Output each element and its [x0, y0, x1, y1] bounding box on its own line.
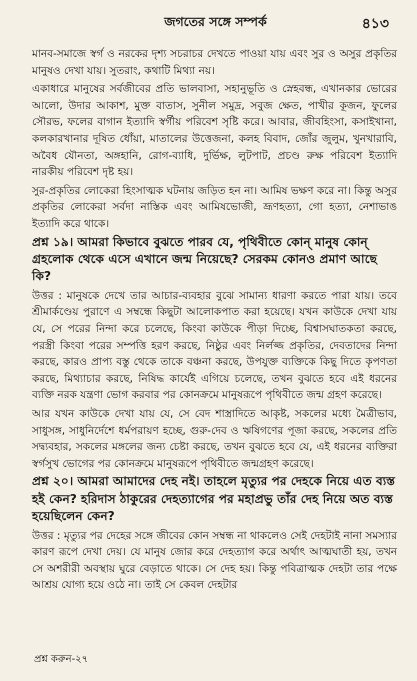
page-content: [32, 46, 397, 594]
answer-20-part-1: উত্তর : মৃত্যুর পর দেহের সঙ্গে জীবের কোন সম্বন্ধ না থাকলেও সেই দেহটাই নানা সমস্যার কারণ রূপে দেখা দেয়। যে মানুষ জোর করে দেহত্যাগ করে অর্থাৎ আত্মঘাতী হয়, তখন সে অশরীরী অবস্থায় ঘুরে বেড়াতে থাকে। সে দেহ হয়। কিন্তু পবিত্রাত্মক দেহটা তার পক্ষে আশ্রয় যোগ্য হয়ে ওঠে না। তাই সে কেবল দেহটার: [32, 529, 397, 592]
page-number: ৪১৩: [361, 16, 389, 32]
question-20: প্রশ্ন ২০। আমরা আমাদের দেহ নই। তাহলে মৃত্যুর পর দেহকে নিয়ে এত ব্যস্ত হই কেন? হরিদাস ঠাকুরের দেহত্যাগের পর মহাপ্রভু তাঁর দেহ নিয়ে অত ব্যস্ত হয়েছিলেন কেন?: [32, 474, 396, 524]
page-footer: প্রশ্ন করুন-২৭: [34, 654, 89, 665]
answer-19-part-2: আর যখন কাউকে দেখা যায় যে, সে বেদ শাস্ত্রাদিতে আকৃষ্ট, সকলের মধ্যে মৈত্রীভাব, সাধুসঙ্গ, সাধুনির্দেশে ধর্মপরায়ণ হচ্ছে, গুরু-দেব ও ঋষিগণের পূজা করছে, সকলের প্রতি সদ্ব্যবহার, সকলের মঙ্গলের জন্য চেষ্টা করছে, তখন বুঝতে হবে যে, এই ধরনের ব্যক্তিরা স্বর্গসুখ ভোগের পর কোনক্রমে মানুষরূপে পৃথিবীতে জন্মগ্রহণ করেছে।: [32, 407, 397, 470]
paragraph-intro: মানব-সমাজে স্বর্গ ও নরকের দৃশ্য সচরাচর দেখতে পাওয়া যায় এবং সুর ও অসুর প্রকৃতির মানুষও দেখা যায়। সুতরাং, কথাটি মিথ্যা নয়।: [32, 48, 397, 77]
answer-19-part-1: উত্তর : মানুষকে দেখে তার আচার-ব্যবহার বুঝে সামান্য ধারণা করতে পারা যায়। তবে শ্রীমার্কণ্ডেয় পুরাণে এ সম্বন্ধে কিছুটা আলোকপাত করা হয়েছে। যখন কাউকে দেখা যায় যে, সে পরের নিন্দা করে চলেছে, কিংবা কাউকে পীড়া দিচ্ছে, বিশ্বাসঘাতকতা করছে, পরস্ত্রী কিংবা পরের সম্পত্তি হরণ করছে, নিষ্ঠুর এবং নির্লজ্জ প্রকৃতির, দেবতাদের নিন্দা করছে, কারও প্রাপ্য বস্তু থেকে তাকে বঞ্চনা করছে, উপযুক্ত ব্যক্তিকে কিছু দিতে কৃপণতা করছে, মিথ্যাচার করছে, নিষিদ্ধ কার্যেই এগিয়ে চলেছে, তখন বুঝতে হবে এই ধরনের ব্যক্তি নরক যন্ত্রণা ভোগ করবার পর কোনক্রমে মানুষরূপে পৃথিবীতে জন্ম গ্রহণ করেছে।: [32, 289, 397, 402]
page-header: [34, 12, 397, 34]
paragraph-heaven-hell: একাধারে মানুষের সর্বজীবের প্রতি ভালবাসা, সহানুভূতি ও স্নেহবন্ধ, এখানকার ভোরের আলো, উদার আকাশ, মুক্ত বাতাস, সুনীল সমুদ্র, সবুজ ক্ষেত, পাখীর কূজন, ফুলের সৌরভ, ফলের বাগান ইত্যাদি স্বর্গীয় পরিবেশ সৃষ্টি করে। আবার, জীবহিংসা, কসাইখানা, কলকারখানার দূষিত ধোঁয়া, মাতালের উত্তেজনা, কলহ বিবাদ, জোঁর জুলুম, খুনখারাবি, অবৈধ যৌনতা, অঙ্গহানি, রোগ-ব্যাধি, দুর্ভিক্ষ, লুটপাট, প্রচণ্ড রুক্ষ পরিবেশ ইত্যাদি নারকীয় পরিবেশ দৃষ্ট হয়।: [32, 83, 397, 179]
paragraph-sur-asur: সুর-প্রকৃতির লোকেরা হিংসাত্মক ঘটনায় জড়িত হন না। আমিষ ভক্ষণ করে না। কিন্তু অসুর প্রকৃতির লোকেরা সর্বদা নাস্তিক এবং আমিষভোজী, ভ্রূণহত্যা, গো হত্যা, নেশাভাঙ ইত্যাদি করে থাকে।: [32, 184, 397, 230]
running-title: জগতের সঙ্গে সম্পর্ক: [164, 14, 267, 29]
question-19: প্রশ্ন ১৯। আমরা কিভাবে বুঝতে পারব যে, পৃথিবীতে কোন্ মানুষ কোন্ গ্রহলোক থেকে এসে এখানে জন্ম নিয়েছে? সেরকম কোনও প্রমাণ আছে কি?: [32, 234, 378, 284]
